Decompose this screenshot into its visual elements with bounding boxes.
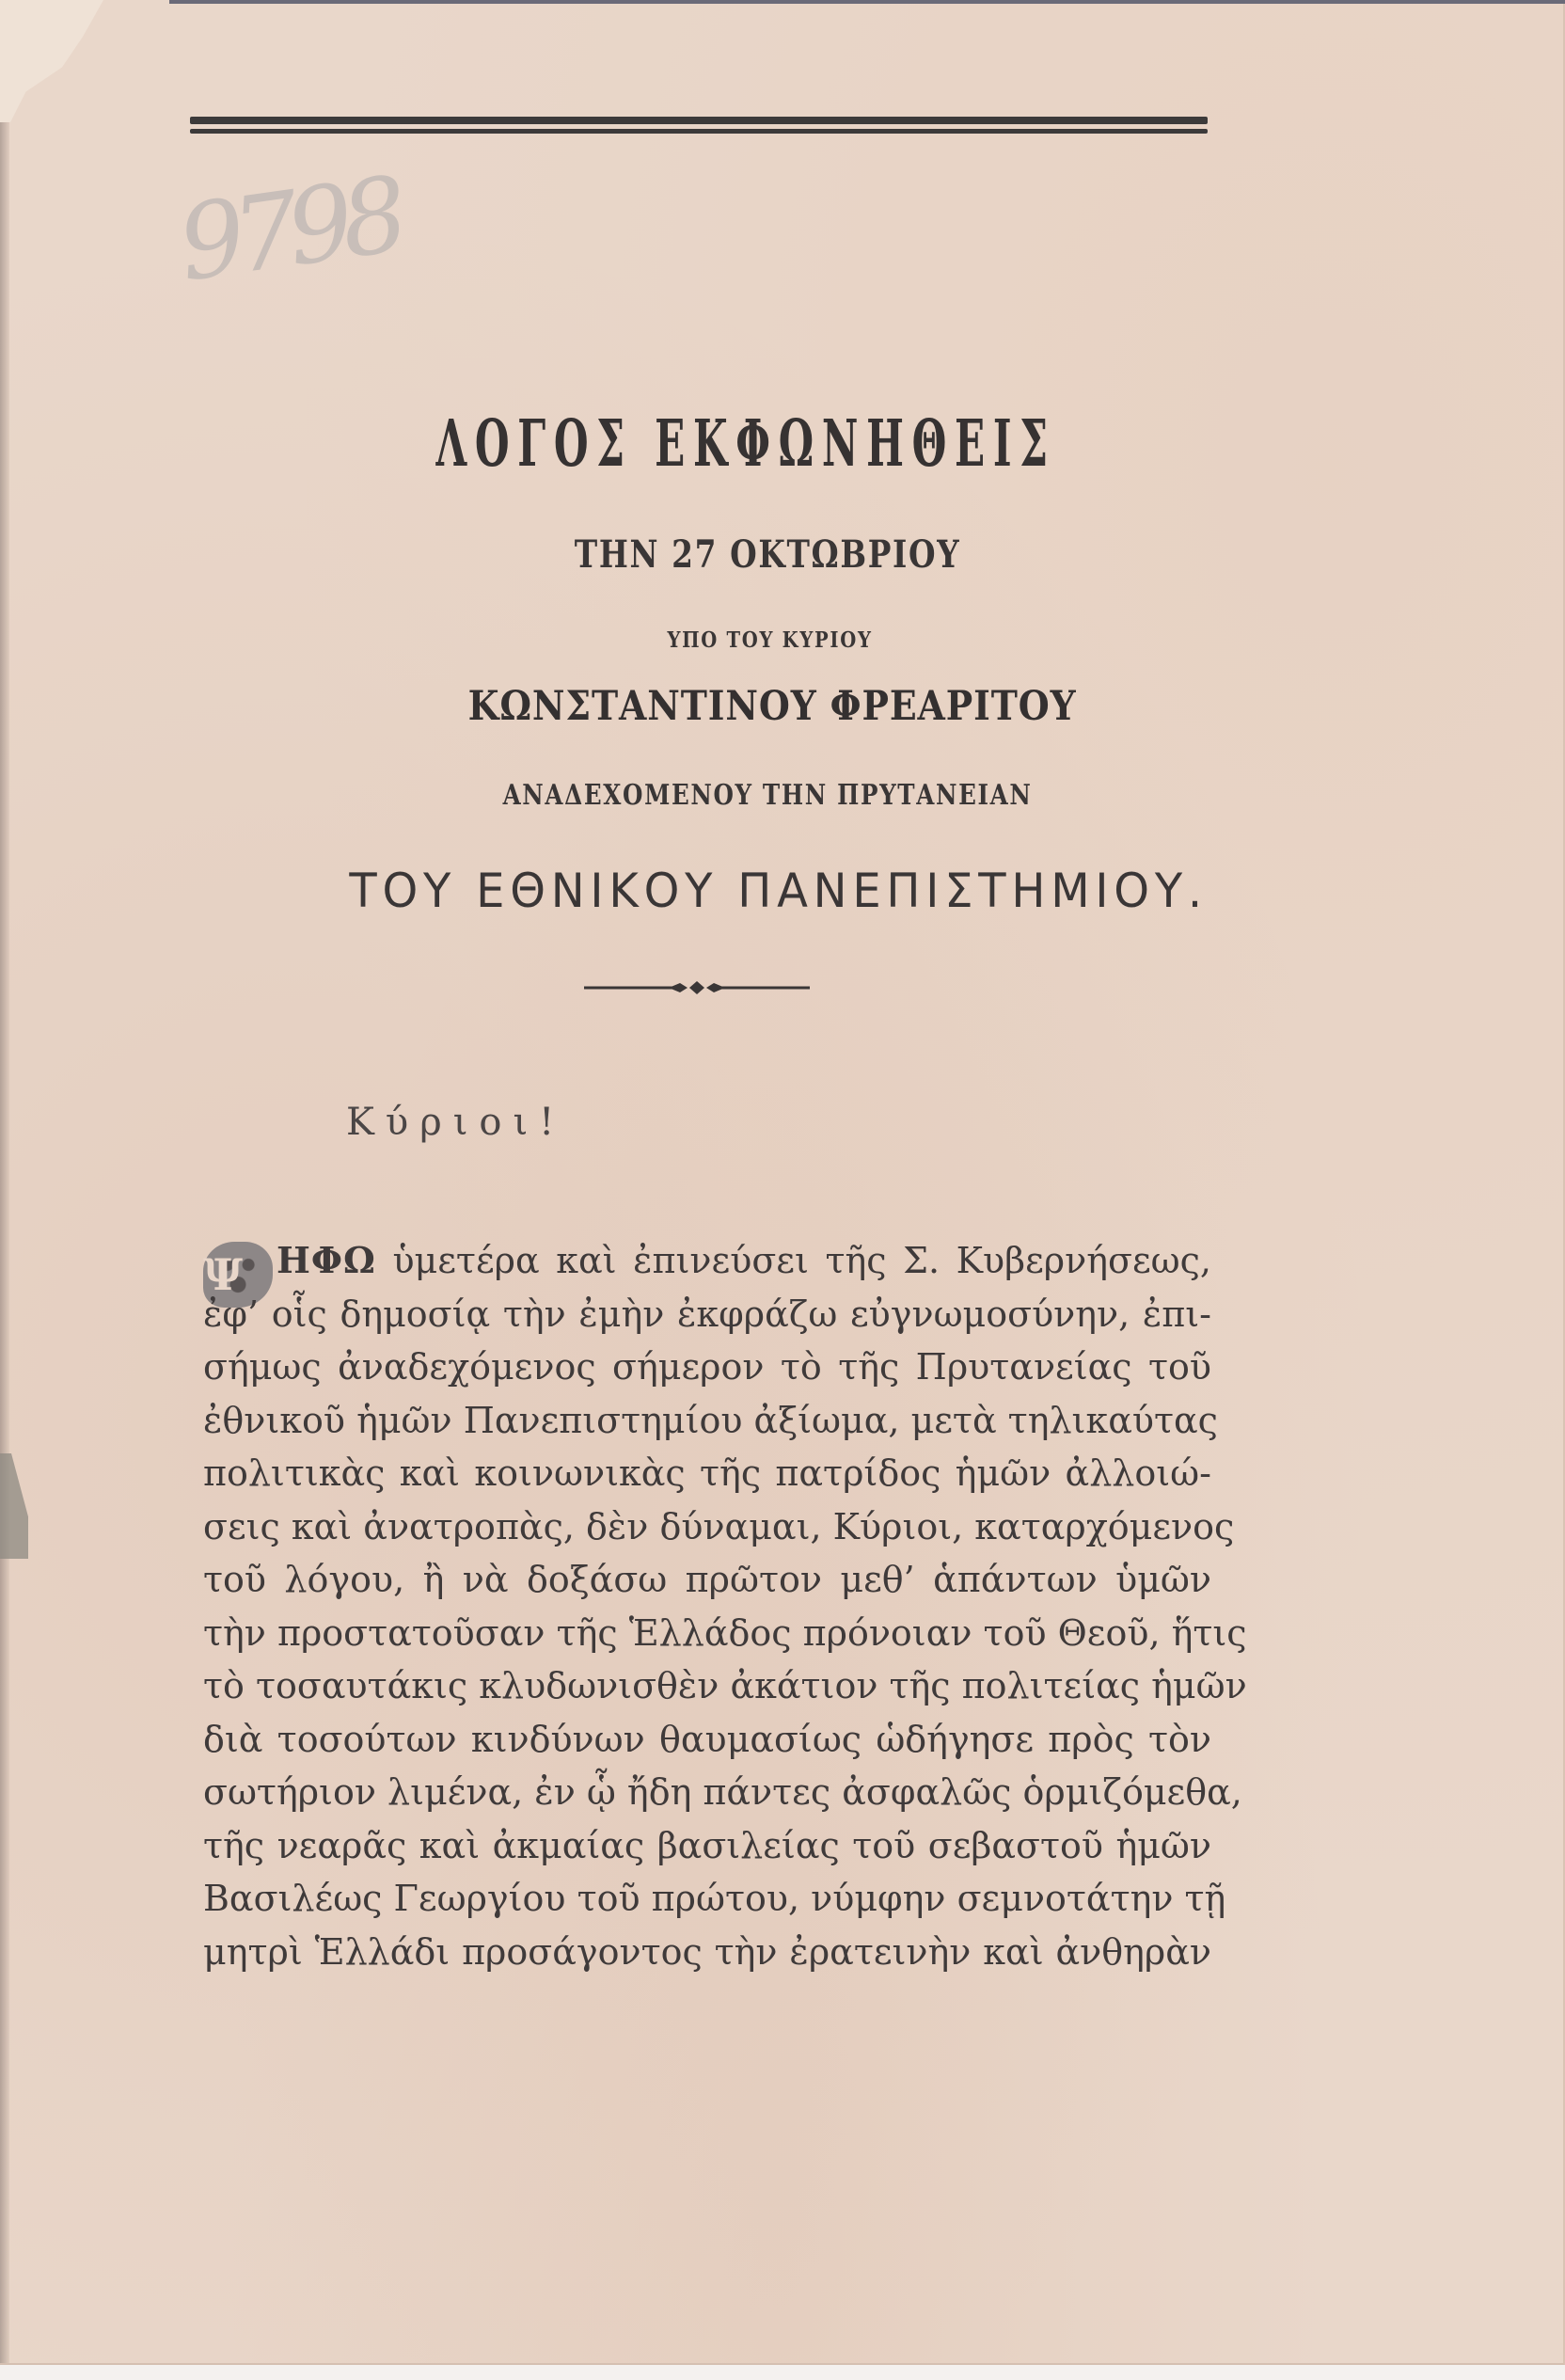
ornament-divider-icon (584, 978, 810, 997)
scan-top-edge (169, 0, 1565, 4)
date-line: ΤΗΝ 27 ΟΚΤΩΒΡΙΟΥ (574, 532, 961, 577)
author-name: ΚΩΝΣΤΑΝΤΙΝΟΥ ΦΡΕΑΡΙΤΟΥ (467, 683, 1077, 730)
body-line: Βασιλέως Γεωργίου τοῦ πρώτου, νύμφην σεμνοτάτην τῇ (203, 1878, 1226, 1919)
body-line: τὸ τοσαυτάκις κλυδωνισθὲν ἀκάτιον τῆς πολιτείας ἡμῶν (203, 1665, 1247, 1706)
body-line: σήμως ἀναδεχόμενος σήμερον τὸ τῆς Πρυτανείας τοῦ (203, 1346, 1211, 1388)
body-line: πολιτικὰς καὶ κοινωνικὰς τῆς πατρίδος ἡμῶν ἀλλοιώ- (203, 1452, 1211, 1494)
body-line: μητρὶ Ἑλλάδι προσάγοντος τὴν ἐρατεινὴν καὶ ἀνθηρὰν (203, 1930, 1211, 1973)
rule-thin-line (190, 129, 1208, 134)
ornamental-drop-cap: Ψ (203, 1242, 273, 1308)
body-line: ἐφ’ οἷς δημοσίᾳ τὴν ἐμὴν ἐκφράζω εὐγνωμοσύνην, ἐπι- (203, 1293, 1211, 1335)
torn-corner (0, 0, 103, 122)
first-word: ΗΦΩ (277, 1239, 376, 1281)
by-line: ΥΠΟ ΤΟΥ ΚΥΡΙΟΥ (667, 627, 873, 653)
binding-edge-shadow (0, 0, 9, 2363)
document-title: ΛΟΓΟΣ ΕΚΦΩΝΗΘΕΙΣ (435, 406, 1056, 482)
pencil-annotation: 9798 (171, 154, 404, 305)
body-line: ἐθνικοῦ ἡμῶν Πανεπιστημίου ἀξίωμα, μετὰ τηλικαύτας (203, 1399, 1218, 1441)
body-line: σεις καὶ ἀνατροπὰς, δὲν δύναμαι, Κύριοι, καταρχόμενος (203, 1505, 1235, 1547)
body-line: τῆς νεαρᾶς καὶ ἀκμαίας βασιλείας τοῦ σεβαστοῦ ἡμῶν (203, 1824, 1211, 1866)
institution-line: ΤΟΥ ΕΘΝΙΚΟΥ ΠΑΝΕΠΙΣΤΗΜΙΟΥ. (349, 864, 1208, 918)
speech-body (203, 1234, 1247, 1978)
rule-thick-line (190, 117, 1208, 124)
edge-stain (0, 1453, 28, 1559)
salutation: Κύριοι! (346, 1101, 566, 1144)
body-line: διὰ τοσούτων κινδύνων θαυμασίως ὡδήγησε πρὸς τὸν (203, 1718, 1211, 1760)
header-double-rule (190, 117, 1208, 137)
body-line: τοῦ λόγου, ἢ νὰ δοξάσω πρῶτον μεθ’ ἁπάντων ὑμῶν (203, 1559, 1211, 1600)
body-line: τὴν προστατοῦσαν τῆς Ἑλλάδος πρόνοιαν τοῦ Θεοῦ, ἥτις (203, 1611, 1247, 1654)
body-line: σωτήριον λιμένα, ἐν ᾧ ἤδη πάντες ἀσφαλῶς ὁρμιζόμεθα, (203, 1771, 1242, 1813)
office-line: ΑΝΑΔΕΧΟΜΕΝΟΥ ΤΗΝ ΠΡΥΤΑΝΕΙΑΝ (502, 779, 1033, 812)
body-line (203, 1234, 1211, 1300)
first-line-text: ὑμετέρα καὶ ἐπινεύσει τῆς Σ. Κυβερνήσεως, (392, 1240, 1211, 1281)
